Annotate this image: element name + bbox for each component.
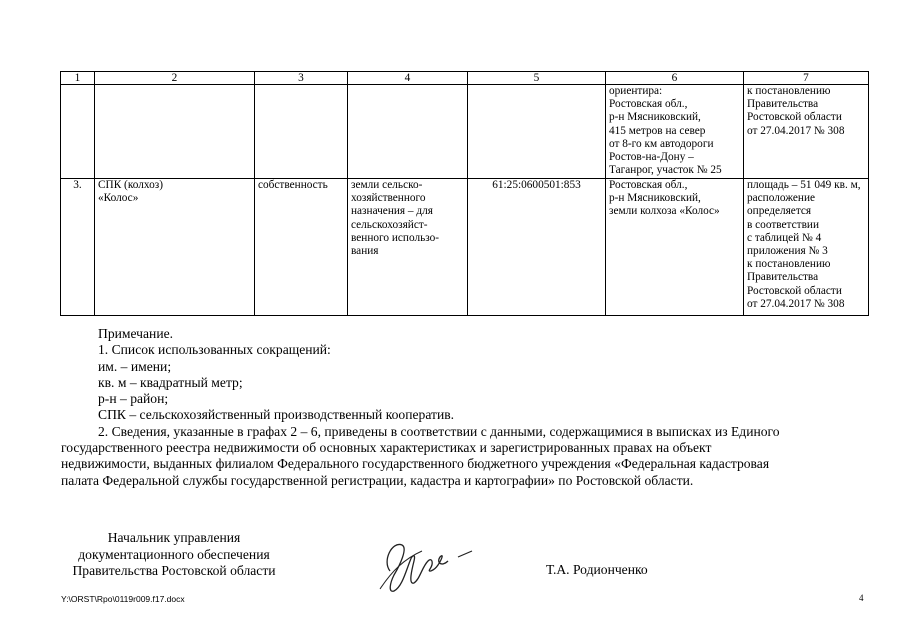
table-cell [95,85,255,179]
header-cell: 5 [468,72,606,85]
address-line: р-н Мясниковский, [609,111,701,124]
abbreviation-item: СПК – сельскохозяйственный производственный кооператив. [98,407,455,423]
table-cell [468,85,606,179]
notes-line: от 27.04.2017 № 308 [747,297,845,310]
notes-cell [744,85,869,179]
notes-line: от 27.04.2017 № 308 [747,124,845,137]
category-line: вания [351,245,379,258]
table-row [61,85,869,179]
table-row [61,179,869,316]
header-cell: 3 [255,72,348,85]
notes-item-2-line: недвижимости, выданных филиалом Федерального государственного бюджетного учреждения «Федеральная кадастровая [61,456,770,472]
file-path: Y:\ORST\Rpo\0119r009.f17.docx [61,594,185,604]
notes-line: Ростовской области [747,284,842,297]
header-cell: 7 [744,72,869,85]
category-line: венного использо- [351,231,440,244]
address-line: Ростовская обл., [609,98,688,111]
position-line: Правительства Ростовской области [72,563,276,578]
notes-line: к постановлению [747,258,831,271]
address-cell [606,85,744,179]
abbreviation-item: им. – имени; [98,358,172,374]
owner-line: «Колос» [98,192,139,205]
cadastral-number-cell: 61:25:0600501:853 [468,179,606,316]
address-line: Ростовская обл., [609,179,688,191]
address-line: Ростов-на-Дону – [609,151,694,164]
notes-line: площадь – 51 049 кв. м, [747,179,861,191]
handwritten-signature [372,531,482,601]
notes-item-2-line: государственного реестра недвижимости об основных характеристиках и зарегистрированных правах на объект [61,440,712,456]
header-cell: 1 [61,72,95,85]
notes-line: Правительства [747,271,819,284]
table-header-row [61,72,869,85]
signatory-name: Т.А. Родионченко [546,562,648,577]
notes-section [61,326,868,489]
table-cell [61,85,95,179]
category-line: земли сельско- [351,179,423,191]
row-number: 3. [61,179,95,316]
abbreviation-item: р-н – район; [98,391,169,407]
notes-line: определяется [747,205,812,218]
notes-line: Ростовской области [747,111,842,124]
signatory-position [58,530,290,580]
notes-line: расположение [747,192,816,205]
notes-line: с таблицей № 4 [747,231,822,244]
owner-line: СПК (колхоз) [98,179,163,191]
address-line: р-н Мясниковский, [609,192,701,205]
right-type-cell: собственность [255,179,348,316]
notes-line: к постановлению [747,85,831,97]
position-line: Начальник управления [107,530,241,545]
address-line: Таганрог, участок № 25 [609,164,722,177]
notes-cell [744,179,869,316]
notes-item-1: 1. Список использованных сокращений: [98,342,331,358]
header-cell: 4 [348,72,468,85]
header-cell: 2 [95,72,255,85]
property-table [60,71,869,316]
notes-line: приложения № 3 [747,245,828,258]
owner-cell [95,179,255,316]
address-cell [606,179,744,316]
notes-line: в соответствии [747,218,819,231]
table-cell [255,85,348,179]
address-line: земли колхоза «Колос» [609,205,720,218]
notes-line: Правительства [747,98,819,111]
category-line: хозяйственного [351,192,426,205]
abbreviation-item: кв. м – квадратный метр; [98,374,243,390]
header-cell: 6 [606,72,744,85]
page-number: 4 [859,593,864,603]
address-line: от 8-го км автодороги [609,137,714,150]
notes-item-2-line: палата Федеральной службы государственной регистрации, кадастра и картографии» по Ростовской области. [61,472,694,488]
land-category-cell [348,179,468,316]
table-cell [348,85,468,179]
category-line: назначения – для [351,205,433,218]
address-line: 415 метров на север [609,124,706,137]
position-line: документационного обеспечения [78,546,270,562]
category-line: сельскохозяйст- [351,218,428,231]
notes-item-2-line: 2. Сведения, указанные в графах 2 – 6, приведены в соответствии с данными, содержащимися в выписках из Единого [98,423,780,439]
notes-title: Примечание. [98,326,174,341]
address-line: ориентира: [609,85,663,97]
